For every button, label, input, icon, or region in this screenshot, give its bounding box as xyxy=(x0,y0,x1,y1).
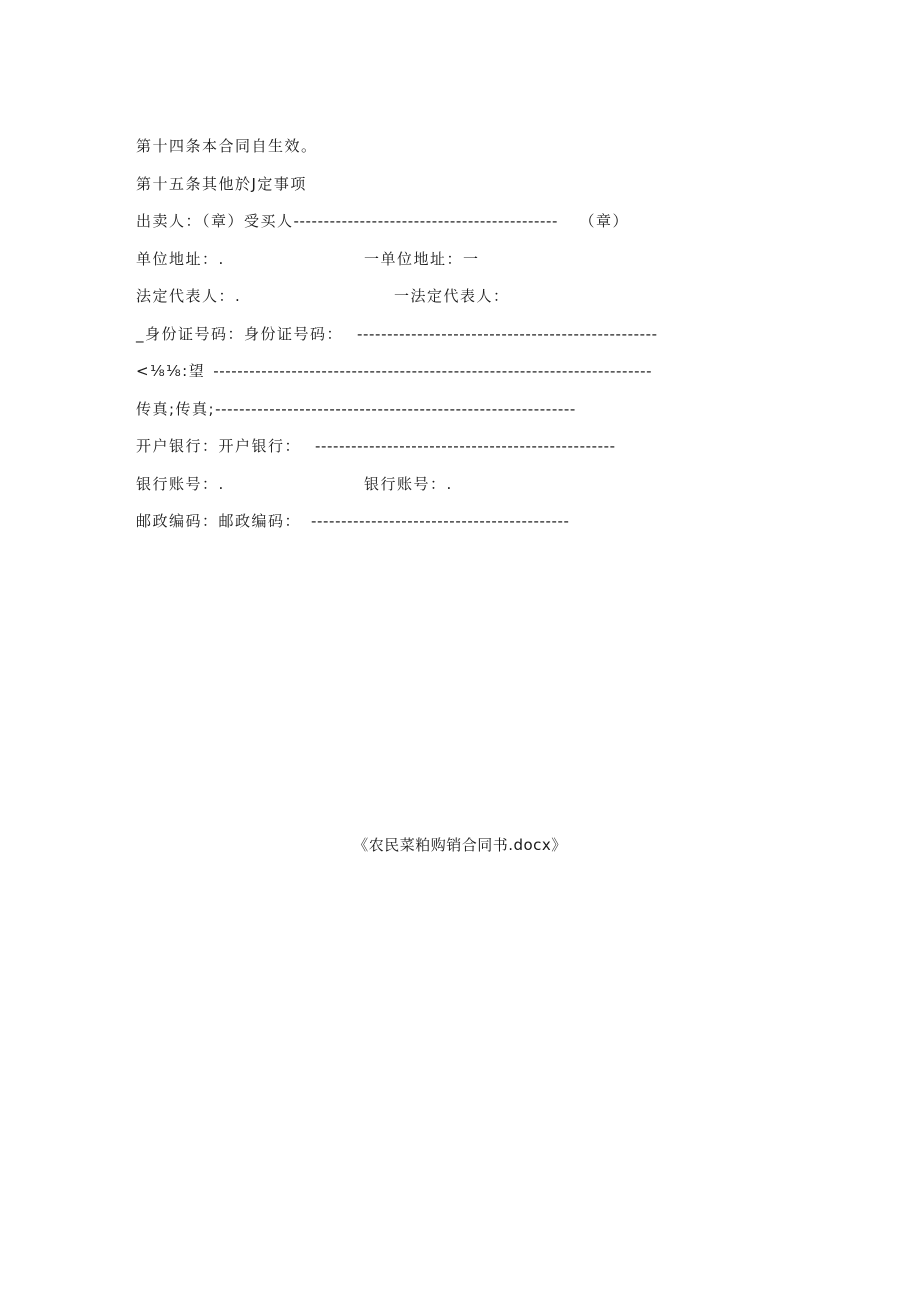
address-row xyxy=(136,246,536,272)
article-14 xyxy=(136,133,318,159)
buyer-legal-rep-label: 一法定代表人： xyxy=(394,287,510,305)
id-number-dashes: -------------------------------------------------- xyxy=(357,325,658,343)
fax-label: 传真;传真; xyxy=(136,400,216,418)
buyer-seal-label: （章） xyxy=(579,212,630,230)
article-14-text: 第十四条本合同自生效。 xyxy=(136,137,318,155)
legal-rep-row xyxy=(136,283,556,309)
bank-row xyxy=(136,433,641,459)
seller-buyer-row xyxy=(136,208,629,234)
buyer-address-label: 一单位地址：一 xyxy=(364,250,480,268)
phone-label: <⅛⅛:望 xyxy=(136,362,206,380)
account-row xyxy=(136,471,536,497)
article-15 xyxy=(136,171,307,197)
seller-address-label: 单位地址：. xyxy=(136,250,225,268)
bank-dashes: -------------------------------------------------- xyxy=(315,437,616,455)
id-number-label: _身份证号码：身份证号码： xyxy=(136,325,344,343)
seller-legal-rep-label: 法定代表人：. xyxy=(136,287,242,305)
seller-buyer-label: 出卖人：（章）受买人 xyxy=(136,212,294,230)
fax-dashes: ------------------------------------------------------------ xyxy=(215,400,576,418)
postcode-dashes: ------------------------------------------- xyxy=(311,512,570,530)
seller-buyer-dashes: -------------------------------------------- xyxy=(293,212,559,230)
postcode-row xyxy=(136,508,595,534)
seller-account-label: 银行账号：. xyxy=(136,475,225,493)
postcode-label: 邮政编码：邮政编码： xyxy=(136,512,302,530)
article-15-text: 第十五条其他於J定事项 xyxy=(136,175,307,193)
document-footer-filename: 《农民菜粕购销合同书.docx》 xyxy=(353,836,567,854)
bank-label: 开户银行：开户银行： xyxy=(136,437,302,455)
buyer-account-label: 银行账号：. xyxy=(364,475,453,493)
fax-row xyxy=(136,396,607,422)
phone-row xyxy=(136,358,691,384)
id-number-row xyxy=(136,321,683,347)
phone-dashes: ------------------------------------------------------------------------- xyxy=(213,362,653,380)
